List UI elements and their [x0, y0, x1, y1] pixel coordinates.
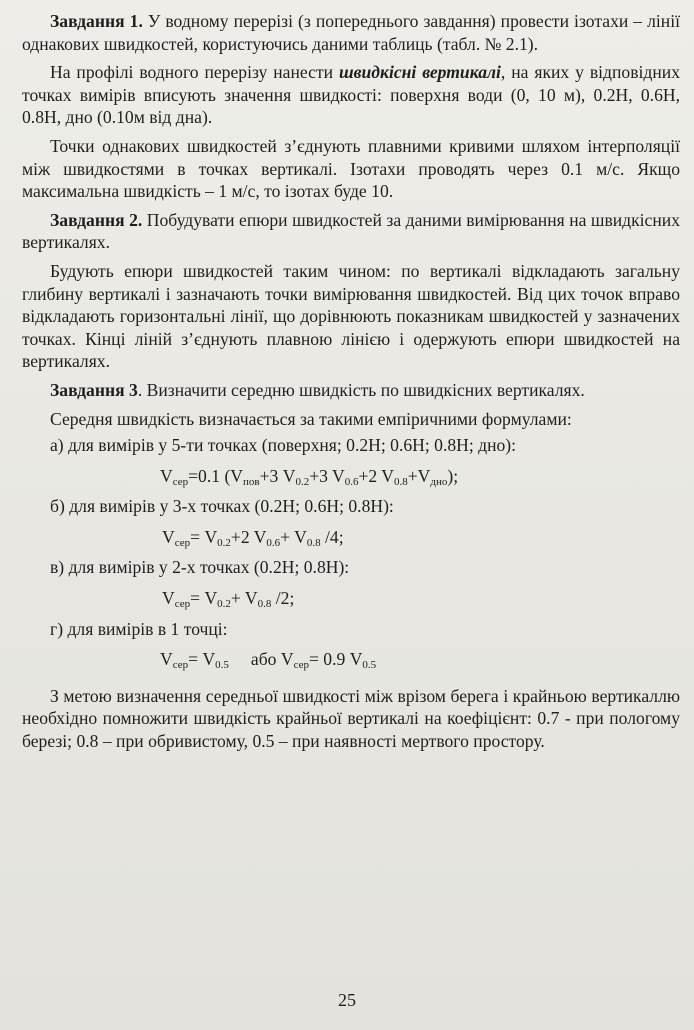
task-3-text: . Визначити середню швидкість по швидкісних вертикалях.: [137, 379, 585, 400]
task-3-heading: Завдання 3: [50, 379, 138, 400]
formula-two-points: $V_{сер}= V_{0.2}+ V_{0.8}$ /2;: [162, 588, 295, 611]
task-1-heading: Завдання 1.: [50, 11, 143, 31]
formulas-intro: Середня швидкість визначається за такими емпіричними формулами:: [50, 408, 572, 429]
task-1-paragraph: [22, 10, 680, 55]
item-one-point: г) для вимірів в 1 точці:: [50, 618, 228, 639]
task-2-text: Побудувати епюри швидкостей за даними вимірювання на швидкісних вертикалях.: [22, 209, 680, 253]
item-two-points: в) для вимірів у 2-х точках (0.2H; 0.8H):: [50, 557, 350, 578]
para2-before: На профілі водного перерізу нанести: [50, 62, 339, 83]
isotach-paragraph: Точки однакових швидкостей з’єднують плавними кривими шляхом інтерполяції між швидкостями в точках вертикалі. Ізотахи проводять через 0.1 м/с. Якщо максимальна швидкість – 1 м/с, то ізотах буде 10.: [22, 135, 680, 202]
formula-three-points: $V_{сер}= V_{0.2}+2$ $V_{0.6}+ V_{0.8}$ /4;: [162, 526, 344, 549]
task-3-paragraph: [22, 379, 680, 402]
item-three-points: б) для вимірів у 3-х точках (0.2H; 0.6H; 0.8H):: [50, 496, 394, 517]
page-number: 25: [338, 990, 356, 1010]
task-2-paragraph: [22, 209, 680, 254]
edge-coefficient-paragraph: З метою визначення середньої швидкості між врізом берега і крайньою вертикаллю необхідно помножити швидкість крайньої вертикалі на коефіцієнт: 0.7 - при пологому березі; 0.8 – при обривистому, 0.5 – при наявності мертвого простору.: [22, 685, 680, 752]
task-2-heading: Завдання 2.: [50, 209, 143, 230]
velocity-verticals-term: швидкісні вертикалі: [339, 62, 501, 83]
formula-one-point: $V_{сер}= V_{0.5}$ або $V_{сер}= 0.9$ $V_{0.5}$: [160, 649, 377, 672]
para2-after: , на яких у відповідних точках вимірів вписують значення швидкості: поверхня води (0, 10 м), 0.2H, 0.6H, 0.8H, дно (0.10м від дна).: [22, 62, 680, 128]
task-1-text: У водному перерізі (з попереднього завдання) провести ізотахи – лінії однакових швидкостей, користуючись даними таблиць (табл. № 2.1).: [22, 11, 680, 54]
formula-five-points: $V_{сер}=0.1$ ($V_{пов}+3$ $V_{0.2}+3$ $V_{0.6}+2$ $V_{0.8}+V_{дно}$);: [160, 465, 459, 488]
velocity-verticals-paragraph: [22, 61, 680, 129]
item-five-points: а) для вимірів у 5-ти точках (поверхня; 0.2H; 0.6H; 0.8H; дно):: [50, 435, 517, 456]
velocity-profiles-paragraph: Будують епюри швидкостей таким чином: по вертикалі відкладають загальну глибину вертикалі і зазначають точки вимірювання швидкостей. Від цих точок вправо відкладають горизонтальні лінії, що дорівнюють показникам швидкостей у зазначених точках. Кінці ліній з’єднують плавною лінією і одержують епюри швидкостей на вертикалях.: [22, 260, 680, 372]
